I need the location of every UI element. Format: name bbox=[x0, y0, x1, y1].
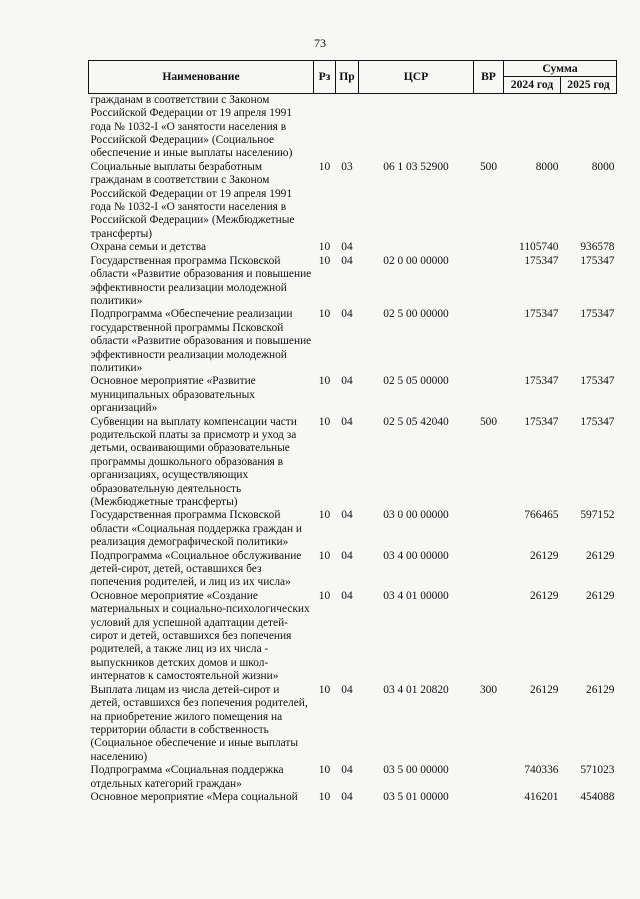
row-sum-2025: 26129 bbox=[586, 683, 615, 696]
row-csr: 02 5 00 00000 bbox=[383, 308, 449, 321]
row-name: Государственная программа Псковской области «Развитие образования и повышение эффективности реализации молодежной политики» bbox=[90, 254, 312, 307]
row-name: Основное мероприятие «Создание материальных и социально-психологических условий для успешной адаптации детей-сирот и детей, оставшихся без попечения родителей, а также лиц из их числа - выпускников детских домов и школ-интернатов к самостоятельной жизни» bbox=[90, 589, 310, 683]
row-vr bbox=[474, 550, 504, 590]
row-sum-2024: 416201 bbox=[524, 790, 559, 803]
row-csr: 03 4 01 00000 bbox=[383, 589, 449, 602]
row-name: Подпрограмма «Социальная поддержка отдельных категорий граждан» bbox=[90, 764, 284, 790]
row-rz: 10 bbox=[318, 764, 331, 777]
row-rz: 10 bbox=[318, 589, 331, 602]
row-vr bbox=[474, 509, 504, 549]
row-pr: 04 bbox=[341, 790, 353, 803]
row-rz: 10 bbox=[318, 375, 331, 388]
row-pr: 03 bbox=[341, 160, 353, 173]
row-name: Выплата лицам из числа детей-сирот и детей, оставшихся без попечения родителей, на приобретение жилого помещения на территории области в собственность (Социальное обеспечение и иные выплаты населению) bbox=[90, 683, 308, 763]
row-sum-2024: 8000 bbox=[535, 160, 559, 173]
row-pr: 04 bbox=[341, 308, 353, 321]
row-rz: 10 bbox=[318, 308, 331, 321]
row-csr: 02 0 00 00000 bbox=[383, 254, 449, 267]
table-row bbox=[89, 93, 617, 161]
row-csr: 03 4 01 20820 bbox=[383, 683, 449, 696]
table-row bbox=[89, 684, 617, 764]
row-csr: 03 0 00 00000 bbox=[383, 509, 449, 522]
row-sum-2025: 454088 bbox=[580, 790, 615, 803]
row-sum-2024: 26129 bbox=[530, 549, 559, 562]
row-vr bbox=[474, 590, 504, 684]
row-rz: 10 bbox=[318, 683, 331, 696]
row-sum-2024: 26129 bbox=[530, 589, 559, 602]
table-row bbox=[89, 241, 617, 254]
row-sum-2025: 571023 bbox=[580, 764, 615, 777]
row-pr: 04 bbox=[341, 549, 353, 562]
table-row bbox=[89, 255, 617, 309]
row-sum-2025: 175347 bbox=[580, 375, 615, 388]
table-row bbox=[89, 509, 617, 549]
row-csr: 02 5 05 00000 bbox=[383, 375, 449, 388]
table-row bbox=[89, 375, 617, 415]
row-csr bbox=[359, 93, 474, 161]
row-sum-2024: 1105740 bbox=[519, 241, 559, 254]
row-sum-2024: 26129 bbox=[530, 683, 559, 696]
table-row bbox=[89, 416, 617, 510]
row-name: Субвенции на выплату компенсации части родительской платы за присмотр и уход за детьми, осваивающими образовательные программы дошкольного образования в организациях, осуществляющих образовательную деятельность (Межбюджетные трансферты) bbox=[90, 415, 297, 508]
row-rz: 10 bbox=[318, 241, 331, 254]
row-name: Подпрограмма «Обеспечение реализации государственной программы Псковской области «Развитие образования и повышение эффективности реализации молодежной политики» bbox=[90, 308, 312, 374]
row-rz: 10 bbox=[318, 790, 331, 803]
table-row bbox=[89, 791, 617, 804]
row-sum-2025: 175347 bbox=[580, 415, 615, 428]
row-vr: 500 bbox=[479, 160, 498, 173]
table-row bbox=[89, 161, 617, 241]
row-vr bbox=[474, 241, 504, 254]
row-vr bbox=[474, 791, 504, 804]
row-pr: 04 bbox=[341, 509, 353, 522]
row-sum-2024: 740336 bbox=[524, 764, 559, 777]
table-row bbox=[89, 764, 617, 791]
header-name: Наименование bbox=[89, 61, 314, 94]
row-pr: 04 bbox=[341, 415, 353, 428]
row-vr bbox=[474, 764, 504, 791]
row-sum-2025: 26129 bbox=[586, 549, 615, 562]
row-sum-2024: 175347 bbox=[524, 254, 559, 267]
row-sum-2024: 766465 bbox=[524, 509, 559, 522]
header-year-2025: 2025 год bbox=[561, 77, 617, 93]
row-csr: 03 4 00 00000 bbox=[383, 549, 449, 562]
row-csr: 02 5 05 42040 bbox=[383, 415, 449, 428]
row-sum-2024 bbox=[504, 93, 561, 161]
row-sum-2024: 175347 bbox=[524, 415, 559, 428]
row-name: Государственная программа Псковской области «Социальная поддержка граждан и реализация демографической политики» bbox=[90, 509, 302, 549]
header-sum: Сумма bbox=[504, 61, 617, 77]
row-pr: 04 bbox=[341, 589, 353, 602]
row-rz: 10 bbox=[318, 509, 331, 522]
row-sum-2025: 175347 bbox=[580, 254, 615, 267]
header-csr: ЦСР bbox=[359, 61, 474, 94]
header-vr: ВР bbox=[474, 61, 504, 94]
row-name: Охрана семьи и детства bbox=[90, 241, 206, 254]
row-pr bbox=[336, 93, 359, 161]
table-row bbox=[89, 590, 617, 684]
row-sum-2025: 8000 bbox=[591, 160, 615, 173]
row-vr bbox=[474, 308, 504, 375]
table-row bbox=[89, 308, 617, 375]
row-pr: 04 bbox=[341, 683, 353, 696]
row-pr: 04 bbox=[341, 254, 353, 267]
row-rz: 10 bbox=[318, 549, 331, 562]
row-sum-2025 bbox=[561, 93, 617, 161]
header-year-2024: 2024 год bbox=[504, 77, 561, 93]
row-vr bbox=[474, 93, 504, 161]
table-row bbox=[89, 550, 617, 590]
row-vr: 500 bbox=[479, 415, 498, 428]
header-pr: Пр bbox=[336, 61, 359, 94]
row-sum-2025: 26129 bbox=[586, 589, 615, 602]
row-pr: 04 bbox=[341, 241, 353, 254]
row-pr: 04 bbox=[341, 375, 353, 388]
row-name: Подпрограмма «Социальное обслуживание детей-сирот, детей, оставшихся без попечения родителей, и лиц из их числа» bbox=[90, 549, 302, 589]
row-rz bbox=[314, 93, 336, 161]
row-csr: 03 5 00 00000 bbox=[383, 764, 449, 777]
row-csr bbox=[359, 241, 474, 254]
row-name: Основное мероприятие «Развитие муниципальных образовательных организаций» bbox=[90, 375, 256, 415]
row-name: гражданам в соответствии с Законом Российской Федерации от 19 апреля 1991 года № 1032-I «О занятости населения в Российской Федерации» (Социальное обеспечение и иные выплаты населению) bbox=[90, 93, 293, 160]
row-rz: 10 bbox=[318, 160, 331, 173]
row-sum-2025: 175347 bbox=[580, 308, 615, 321]
row-sum-2025: 936578 bbox=[580, 241, 615, 254]
header-rz: Рз bbox=[314, 61, 336, 94]
page-number: 73 bbox=[314, 36, 326, 50]
row-sum-2024: 175347 bbox=[524, 308, 559, 321]
row-csr: 06 1 03 52900 bbox=[383, 160, 449, 173]
row-vr bbox=[474, 375, 504, 415]
row-rz: 10 bbox=[318, 415, 331, 428]
row-name: Социальные выплаты безработным гражданам в соответствии с Законом Российской Федерации от 19 апреля 1991 года № 1032-I «О занятости населения в Российской Федерации» (Межбюджетные трансферты) bbox=[90, 160, 295, 240]
budget-table bbox=[88, 60, 617, 804]
row-rz: 10 bbox=[318, 254, 331, 267]
row-pr: 04 bbox=[341, 764, 353, 777]
row-vr bbox=[474, 255, 504, 309]
row-sum-2024: 175347 bbox=[524, 375, 559, 388]
row-csr: 03 5 01 00000 bbox=[383, 790, 449, 803]
row-sum-2025: 597152 bbox=[580, 509, 615, 522]
row-name: Основное мероприятие «Мера социальной bbox=[90, 790, 298, 803]
row-vr: 300 bbox=[479, 683, 498, 696]
